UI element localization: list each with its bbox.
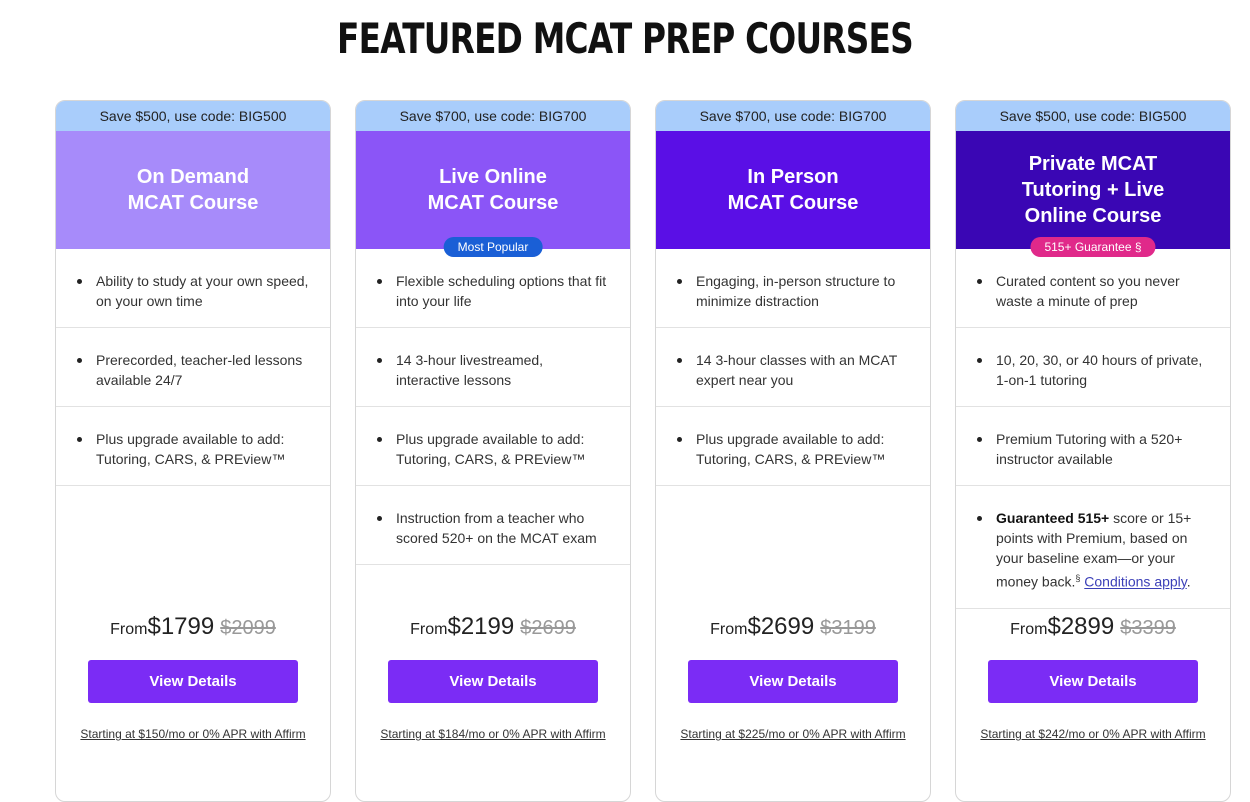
conditions-link[interactable]: Conditions apply — [1084, 573, 1187, 590]
from-label: From — [710, 621, 748, 638]
from-label: From — [110, 621, 148, 638]
card-title: On Demand MCAT Course — [127, 166, 259, 214]
from-label: From — [410, 621, 448, 638]
card-title: In Person MCAT Course — [727, 166, 859, 214]
old-price: $2099 — [220, 617, 276, 639]
feature-item: Plus upgrade available to add: Tutoring, CARS, & PREview™ — [656, 407, 930, 486]
feature-item: Flexible scheduling options that fit into your life — [356, 249, 630, 328]
price: $2199 — [447, 613, 515, 640]
course-card-on-demand — [55, 100, 331, 802]
affirm-text[interactable]: Starting at $242/mo or 0% APR with Affirm — [980, 727, 1206, 741]
card-header — [356, 131, 630, 254]
promo-banner: Save $500, use code: BIG500 — [56, 101, 330, 131]
view-details-button[interactable]: View Details — [88, 660, 298, 703]
course-card-private-tutoring — [955, 100, 1231, 802]
view-details-button[interactable]: View Details — [388, 660, 598, 703]
feature-list — [356, 249, 630, 565]
feature-item: Instruction from a teacher who scored 520+ on the MCAT exam — [356, 486, 630, 565]
price: $1799 — [147, 613, 215, 640]
page-title: FEATURED MCAT PREP COURSES — [337, 14, 913, 63]
promo-banner: Save $500, use code: BIG500 — [956, 101, 1230, 131]
price: $2899 — [1047, 613, 1115, 640]
card-header — [56, 131, 330, 249]
affirm-text[interactable]: Starting at $225/mo or 0% APR with Affirm — [680, 727, 906, 741]
card-title: Live Online MCAT Course — [427, 166, 559, 214]
feature-item: Curated content so you never waste a minute of prep — [956, 249, 1230, 328]
price-block — [56, 613, 330, 641]
section-mark: § — [1075, 573, 1081, 583]
old-price: $3199 — [820, 617, 876, 639]
price-block — [956, 613, 1230, 641]
feature-item-guarantee — [956, 486, 1230, 609]
price-block — [356, 613, 630, 641]
card-header — [656, 131, 930, 249]
promo-banner: Save $700, use code: BIG700 — [356, 101, 630, 131]
feature-list — [56, 249, 330, 486]
from-label: From — [1010, 621, 1048, 638]
feature-list — [656, 249, 930, 486]
feature-item: Prerecorded, teacher-led lessons available 24/7 — [56, 328, 330, 407]
affirm-link[interactable] — [56, 727, 330, 741]
guarantee-end: . — [1186, 573, 1191, 590]
most-popular-badge: Most Popular — [444, 237, 543, 257]
affirm-text[interactable]: Starting at $184/mo or 0% APR with Affirm — [380, 727, 606, 741]
feature-item: 14 3-hour livestreamed, interactive lessons — [356, 328, 630, 407]
feature-item: Ability to study at your own speed, on your own time — [56, 249, 330, 328]
view-details-button[interactable]: View Details — [688, 660, 898, 703]
promo-banner: Save $700, use code: BIG700 — [656, 101, 930, 131]
guarantee-text: score or 15+ points with Premium, based on your baseline exam—or your money back. — [996, 510, 1192, 590]
guarantee-badge: 515+ Guarantee § — [1030, 237, 1155, 257]
card-title: Private MCAT Tutoring + Live Online Course — [1021, 153, 1165, 227]
card-header — [956, 131, 1230, 254]
affirm-link[interactable] — [656, 727, 930, 741]
old-price: $3399 — [1120, 617, 1176, 639]
course-card-in-person — [655, 100, 931, 802]
feature-list — [956, 249, 1230, 609]
feature-item: Premium Tutoring with a 520+ instructor available — [956, 407, 1230, 486]
guarantee-bold: Guaranteed 515+ — [996, 510, 1110, 526]
view-details-button[interactable]: View Details — [988, 660, 1198, 703]
price-block — [656, 613, 930, 641]
feature-item: 10, 20, 30, or 40 hours of private, 1-on-1 tutoring — [956, 328, 1230, 407]
feature-item: 14 3-hour classes with an MCAT expert near you — [656, 328, 930, 407]
feature-item: Plus upgrade available to add: Tutoring, CARS, & PREview™ — [56, 407, 330, 486]
feature-item: Engaging, in-person structure to minimize distraction — [656, 249, 930, 328]
price: $2699 — [747, 613, 815, 640]
old-price: $2699 — [520, 617, 576, 639]
affirm-text[interactable]: Starting at $150/mo or 0% APR with Affirm — [80, 727, 306, 741]
feature-item: Plus upgrade available to add: Tutoring, CARS, & PREview™ — [356, 407, 630, 486]
affirm-link[interactable] — [956, 727, 1230, 741]
affirm-link[interactable] — [356, 727, 630, 741]
course-card-live-online — [355, 100, 631, 802]
